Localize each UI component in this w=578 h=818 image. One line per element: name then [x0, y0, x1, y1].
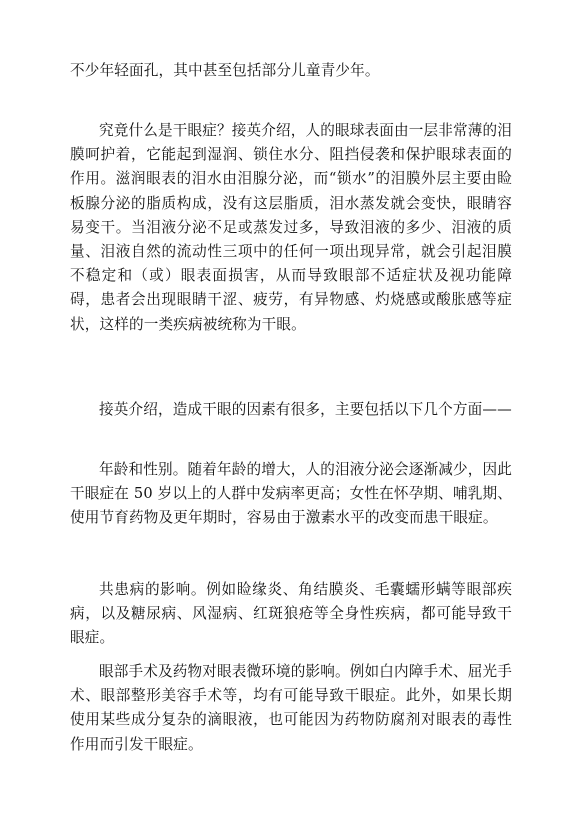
- paragraph-surgery-and-drugs: 眼部手术及药物对眼表微环境的影响。例如白内障手术、屈光手术、眼部整形美容手术等，均有可能导致干眼症。此外，如果长期使用某些成分复杂的滴眼液，也可能因为药物防腐剂对眼表的毒性作用而引发干眼症。: [70, 663, 512, 753]
- paragraph-causes-intro: 接英介绍，造成干眼的因素有很多，主要包括以下几个方面——: [99, 401, 512, 418]
- paragraph-age-and-gender: 年龄和性别。随着年龄的增大，人的泪液分泌会逐渐减少，因此干眼症在 50 岁以上的人群中发病率更高；女性在怀孕期、哺乳期、使用节育药物及更年期时，容易由于激素水平的改变而患干眼症。: [70, 461, 512, 527]
- paragraph-what-is-dry-eye: 究竟什么是干眼症？接英介绍，人的眼球表面由一层非常薄的泪膜呵护着，它能起到湿润、锁住水分、阻挡侵袭和保护眼球表面的作用。滋润眼表的泪水由泪腺分泌，而“锁水”的泪膜外层主要由睑板腺分泌的脂质构成，没有这层脂质，泪水蒸发就会变快，眼睛容易变干。当泪液分泌不足或蒸发过多，导致泪液的多少、泪液的质量、泪液自然的流动性三项中的任何一项出现异常，就会引起泪膜不稳定和（或）眼表面损害，从而导致眼部不适症状及视功能障碍，患者会出现眼睛干涩、疲劳，有异物感、灼烧感或酸胀感等症状，这样的一类疾病被统称为干眼。: [70, 122, 512, 333]
- paragraph-intro-continuation: 不少年轻面孔，其中甚至包括部分儿童青少年。: [70, 62, 380, 79]
- paragraph-comorbidities: 共患病的影响。例如睑缘炎、角结膜炎、毛囊蠕形螨等眼部疾病，以及糖尿病、风湿病、红斑狼疮等全身性疾病，都可能导致干眼症。: [70, 581, 512, 647]
